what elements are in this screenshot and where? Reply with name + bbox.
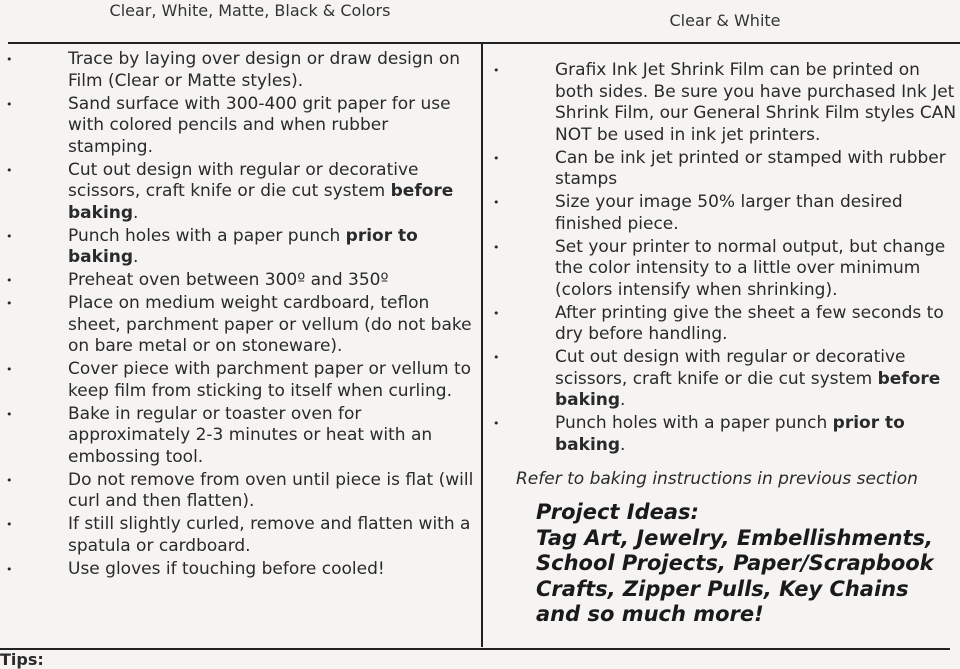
tips-heading: Tips: bbox=[0, 650, 44, 669]
item-emphasis: prior to baking bbox=[68, 225, 418, 267]
refer-note: Refer to baking instructions in previous section bbox=[516, 469, 918, 489]
item-punctuation: . bbox=[620, 434, 626, 455]
bullet-icon: • bbox=[493, 306, 500, 320]
project-ideas-line: and so much more! bbox=[536, 602, 764, 626]
list-item bbox=[6, 159, 478, 225]
list-item bbox=[493, 347, 960, 412]
list-item bbox=[6, 225, 478, 269]
list-item bbox=[6, 403, 478, 469]
bullet-icon: • bbox=[493, 417, 500, 430]
bottom-divider bbox=[0, 648, 950, 650]
list-item bbox=[6, 270, 478, 292]
item-text: Preheat oven between 300º and 350º bbox=[68, 270, 389, 290]
top-divider bbox=[8, 42, 960, 44]
list-item bbox=[493, 60, 960, 146]
item-text: Trace by laying over design or draw design on Film (Clear or Matte styles). bbox=[68, 49, 461, 91]
bullet-icon: • bbox=[6, 562, 13, 576]
list-item bbox=[6, 93, 478, 159]
project-ideas-line: Crafts, Zipper Pulls, Key Chains bbox=[536, 576, 909, 601]
item-text: Set your printer to normal output, but change the color intensity to a little over minimum (colors intensify when shrinking). bbox=[555, 236, 946, 300]
item-punctuation: . bbox=[620, 390, 626, 410]
bullet-icon: • bbox=[6, 407, 13, 421]
item-emphasis: before baking bbox=[555, 368, 941, 410]
list-item bbox=[493, 302, 960, 346]
bullet-icon: • bbox=[493, 64, 500, 77]
item-text: Punch holes with a paper punch bbox=[68, 225, 346, 246]
list-item bbox=[493, 413, 960, 456]
list-item bbox=[6, 558, 478, 581]
list-item bbox=[493, 192, 960, 235]
item-punctuation: . bbox=[133, 202, 139, 223]
item-text: Place on medium weight cardboard, teflon sheet, parchment paper or vellum (do not bake on bare metal or on stoneware). bbox=[68, 293, 472, 356]
item-text: Grafix Ink Jet Shrink Film can be printed on both sides. Be sure you have purchased Ink Jet Shrink Film, our General Shrink Film styles CAN NOT be used in ink jet printers. bbox=[555, 60, 957, 145]
left-column-header: Clear, White, Matte, Black & Colors bbox=[109, 1, 391, 20]
item-emphasis: before baking bbox=[68, 181, 454, 223]
bullet-icon: • bbox=[6, 97, 13, 111]
list-item bbox=[493, 236, 960, 302]
right-column-header: Clear & White bbox=[669, 11, 781, 30]
bullet-icon: • bbox=[6, 363, 13, 376]
right-instruction-list bbox=[493, 60, 960, 458]
item-text: Size your image 50% larger than desired finished piece. bbox=[555, 192, 903, 234]
list-item bbox=[6, 514, 478, 557]
project-ideas bbox=[536, 500, 956, 628]
bullet-icon: • bbox=[6, 229, 13, 243]
item-text: Cut out design with regular or decorative scissors, craft knife or die cut system bbox=[68, 159, 419, 201]
item-text: Punch holes with a paper punch bbox=[555, 413, 833, 433]
column-divider bbox=[481, 43, 483, 647]
bullet-icon: • bbox=[493, 151, 500, 165]
bullet-icon: • bbox=[493, 240, 500, 254]
project-ideas-title: Project Ideas: bbox=[536, 500, 699, 524]
item-text: Cut out design with regular or decorative scissors, craft knife or die cut system bbox=[555, 347, 906, 389]
item-emphasis: prior to baking bbox=[555, 413, 905, 455]
item-text: Sand surface with 300-400 grit paper for use with colored pencils and when rubber stamping. bbox=[68, 93, 451, 157]
item-text: Do not remove from oven until piece is flat (will curl and then flatten). bbox=[68, 469, 474, 511]
bullet-icon: • bbox=[493, 351, 500, 364]
project-ideas-line: Tag Art, Jewelry, Embellishments, bbox=[536, 525, 934, 550]
bullet-icon: • bbox=[6, 473, 13, 487]
list-item bbox=[6, 293, 478, 358]
item-text: Bake in regular or toaster oven for approximately 2-3 minutes or heat with an embossing tool. bbox=[68, 403, 433, 467]
item-punctuation: . bbox=[133, 247, 139, 267]
bullet-icon: • bbox=[6, 163, 13, 177]
bullet-icon: • bbox=[6, 518, 13, 531]
list-item bbox=[493, 147, 960, 191]
item-text: Can be ink jet printed or stamped with rubber stamps bbox=[555, 147, 946, 189]
bullet-icon: • bbox=[493, 196, 500, 209]
bullet-icon: • bbox=[6, 297, 13, 310]
item-text: After printing give the sheet a few seconds to dry before handling. bbox=[555, 302, 944, 344]
item-text: If still slightly curled, remove and flatten with a spatula or cardboard. bbox=[68, 514, 471, 556]
left-instruction-list bbox=[6, 49, 478, 582]
bullet-icon: • bbox=[6, 53, 13, 66]
list-item bbox=[6, 469, 478, 513]
item-text: Use gloves if touching before cooled! bbox=[68, 558, 385, 579]
list-item bbox=[6, 359, 478, 402]
bullet-icon: • bbox=[6, 274, 13, 287]
item-text: Cover piece with parchment paper or vellum to keep film from sticking to itself when curling. bbox=[68, 359, 472, 401]
project-ideas-line: School Projects, Paper/Scrapbook bbox=[536, 551, 934, 575]
list-item bbox=[6, 49, 478, 92]
